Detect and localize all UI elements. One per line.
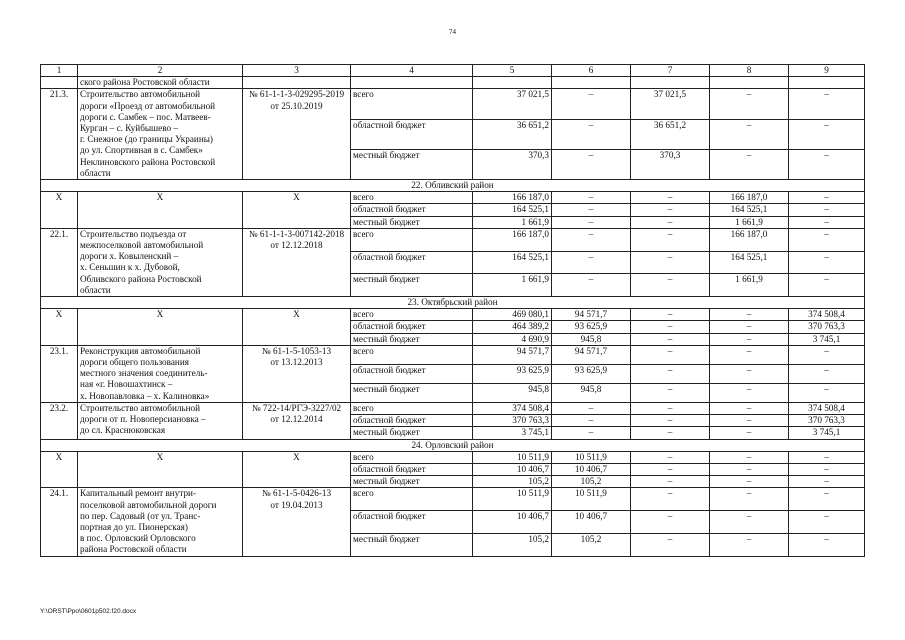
table-row [41,309,865,321]
funding-source: местный бюджет [351,216,473,228]
section-title: 22. Обливский район [41,180,865,192]
object-name-line: ная «г. Новошахтинск – [80,379,173,390]
object-name-line: х. Новопавловка – х. Калиновка» [80,390,210,401]
value-col8: – [710,383,789,402]
value-col7: – [631,321,710,333]
column-number: 2 [78,65,243,77]
value-col7: – [631,309,710,321]
value-total: 1 661,9 [473,274,552,297]
funding-source [351,77,473,89]
value-col6: – [552,119,631,149]
object-name [78,89,243,180]
funding-source: всего [351,488,473,511]
funding-source: областной бюджет [351,364,473,383]
value-col6: – [552,415,631,427]
object-name-line: Капитальный ремонт внутри- [80,488,197,499]
value-col9: 374 508,4 [789,309,865,321]
value-col7: – [631,216,710,228]
funding-source: всего [351,345,473,364]
value-col9 [789,77,865,89]
value-col8: – [710,345,789,364]
value-col8: 1 661,9 [710,216,789,228]
value-col8: – [710,533,789,556]
object-name-line: г. Снежное (до границы Украины) [80,134,213,145]
value-col6: 105,2 [552,533,631,556]
value-col6: 10 406,7 [552,463,631,475]
value-col7: 36 651,2 [631,119,710,149]
value-total: 370 763,3 [473,415,552,427]
value-col6: 10 406,7 [552,511,631,534]
document-ref-line: № 722-14/РГЭ-3227/02 [251,402,342,413]
object-name-line: области [80,284,111,295]
value-col6: – [552,204,631,216]
value-col8: – [710,364,789,383]
document-ref-line: Х [293,309,300,320]
value-col9: – [789,488,865,511]
value-col8: – [710,119,789,149]
funding-source: местный бюджет [351,476,473,488]
value-col8: – [710,149,789,179]
value-total: 164 525,1 [473,251,552,274]
column-number: 7 [631,65,710,77]
row-number: Х [41,309,78,346]
value-col7: – [631,274,710,297]
value-col6: 94 571,7 [552,345,631,364]
section-row [41,439,865,451]
table-row [41,488,865,511]
object-name [78,77,243,89]
value-total [473,77,552,89]
row-number: Х [41,192,78,229]
object-name-line: Х [156,309,164,320]
file-path-footer: Y:\ORST\Ppo\0601p502.f20.docx [40,608,137,615]
value-total: 10 406,7 [473,511,552,534]
value-col9: – [789,251,865,274]
object-name-line: Реконструкция автомобильной [80,345,201,356]
value-total: 37 021,5 [473,89,552,119]
object-name-line: района Ростовской области [80,544,187,555]
value-col6: – [552,427,631,439]
row-number: Х [41,451,78,488]
value-total: 10 511,9 [473,488,552,511]
funding-source: местный бюджет [351,333,473,345]
value-col6: 93 625,9 [552,321,631,333]
section-title: 24. Орловский район [41,439,865,451]
row-number: 22.1. [41,228,78,296]
row-number: 23.2. [41,402,78,439]
object-name-line: дороги от п. Новоперсиановка – [80,414,206,425]
object-name-line: Обливского района Ростовской [80,273,202,284]
column-number: 6 [552,65,631,77]
value-col6 [552,77,631,89]
column-number: 3 [243,65,351,77]
table-row [41,451,865,463]
value-total: 166 187,0 [473,228,552,251]
value-col8: – [710,321,789,333]
value-col9: – [789,192,865,204]
value-col6: – [552,228,631,251]
value-col7: – [631,364,710,383]
funding-source: местный бюджет [351,274,473,297]
table-row [41,77,865,89]
column-number-row [41,65,865,77]
value-col6: – [552,89,631,119]
row-number: 24.1. [41,488,78,556]
document-ref [243,488,351,556]
value-col7: – [631,463,710,475]
value-col7: – [631,333,710,345]
funding-source: местный бюджет [351,383,473,402]
object-name [78,345,243,402]
value-col7: – [631,345,710,364]
value-col6: 105,2 [552,476,631,488]
object-name-line: дороги х. Ковыленский – [80,251,179,262]
funding-source: местный бюджет [351,427,473,439]
value-col9: – [789,463,865,475]
document-ref-line: № 61-1-5-1053-13 [261,345,332,356]
value-col8: 164 525,1 [710,251,789,274]
value-total: 10 406,7 [473,463,552,475]
object-name [78,402,243,439]
funding-source: областной бюджет [351,204,473,216]
section-row [41,297,865,309]
section-title: 23. Октябрьский район [41,297,865,309]
funding-source: областной бюджет [351,321,473,333]
object-name-line: портная до ул. Пионерская) [80,521,188,532]
funding-source: всего [351,402,473,414]
funding-source: всего [351,89,473,119]
object-name-line: ского района Ростовской области [80,77,210,88]
value-col7: – [631,192,710,204]
value-col8: – [710,511,789,534]
object-name-line: Неклиновского района Ростовской [80,156,216,167]
value-total: 374 508,4 [473,402,552,414]
value-total: 164 525,1 [473,204,552,216]
table-row [41,192,865,204]
object-name-line: Строительство подъезда от [80,228,187,239]
document-ref [243,89,351,180]
page-number: 74 [449,28,456,36]
value-col6: – [552,149,631,179]
value-col9: 370 763,3 [789,415,865,427]
value-col6: – [552,251,631,274]
value-col9: – [789,149,865,179]
funding-source: местный бюджет [351,533,473,556]
section-row [41,180,865,192]
value-col6: – [552,274,631,297]
value-col9: 3 745,1 [789,427,865,439]
value-col8: 166 187,0 [710,228,789,251]
column-number: 8 [710,65,789,77]
object-name-line: в пос. Орловский Орловского [80,533,196,544]
object-name-line: до сл. Краснюковская [80,425,166,436]
value-col7: – [631,488,710,511]
document-ref-line: от 25.10.2019 [270,100,323,111]
value-total: 166 187,0 [473,192,552,204]
row-number [41,77,78,89]
value-total: 945,8 [473,383,552,402]
value-total: 3 745,1 [473,427,552,439]
document-ref-line: от 13.12.2013 [270,357,323,368]
value-col7: – [631,204,710,216]
object-name-line: дороги с. Самбек – пос. Матвеев- [80,111,211,122]
value-col7: – [631,451,710,463]
funding-source: областной бюджет [351,511,473,534]
value-total: 464 389,2 [473,321,552,333]
document-ref-line: от 12.12.2014 [270,414,323,425]
column-number: 5 [473,65,552,77]
value-col9: – [789,204,865,216]
value-col6: 10 511,9 [552,488,631,511]
funding-source: всего [351,309,473,321]
value-col7: – [631,427,710,439]
object-name-line: Курган – с. Куйбышево – [80,123,178,134]
object-name [78,451,243,488]
object-name-line: поселковой автомобильной дороги [80,499,217,510]
funding-source: областной бюджет [351,463,473,475]
value-col9: – [789,216,865,228]
value-col9: – [789,476,865,488]
value-total: 370,3 [473,149,552,179]
object-name [78,192,243,229]
value-col9: 370 763,3 [789,321,865,333]
value-col7: – [631,251,710,274]
value-col7: 370,3 [631,149,710,179]
value-col7: 37 021,5 [631,89,710,119]
document-ref-line: Х [293,451,300,462]
object-name [78,488,243,556]
object-name [78,228,243,296]
value-col9: – [789,533,865,556]
object-name-line: Х [156,192,164,203]
value-total: 94 571,7 [473,345,552,364]
object-name-line: местного значения соединитель- [80,368,208,379]
object-name-line: х. Сеньшин к х. Дубовой, [80,262,180,273]
value-col8: – [710,463,789,475]
value-col6: 94 571,7 [552,309,631,321]
document-ref-line: от 19.04.2013 [270,499,323,510]
row-number: 21.3. [41,89,78,180]
object-name-line: до ул. Спортивная в с. Самбек» [80,145,203,156]
value-total: 105,2 [473,476,552,488]
value-col7: – [631,415,710,427]
value-col7: – [631,228,710,251]
column-number: 1 [41,65,78,77]
funding-source: областной бюджет [351,251,473,274]
value-col9: – [789,274,865,297]
value-col9: – [789,364,865,383]
row-number: 23.1. [41,345,78,402]
value-col8: 166 187,0 [710,192,789,204]
object-name-line: Строительство автомобильной [80,89,201,100]
value-col8: – [710,309,789,321]
value-col9: – [789,119,865,149]
value-col8: – [710,427,789,439]
value-col6: – [552,192,631,204]
value-col8: – [710,451,789,463]
value-col6: 10 511,9 [552,451,631,463]
value-col7: – [631,533,710,556]
document-ref-line: № 61-1-5-0426-13 [261,488,332,499]
document-ref-line: № 61-1-1-3-007142-2018 [248,228,345,239]
value-col8: 1 661,9 [710,274,789,297]
value-col7 [631,77,710,89]
value-col9: – [789,383,865,402]
funding-source: местный бюджет [351,149,473,179]
document-ref [243,309,351,346]
value-col6: 945,8 [552,383,631,402]
table-row [41,228,865,251]
value-col8: – [710,488,789,511]
table-row [41,345,865,364]
document-ref-line: от 12.12.2018 [270,240,323,251]
document-ref-line: Х [293,192,300,203]
funding-source: всего [351,228,473,251]
value-total: 105,2 [473,533,552,556]
funding-source: всего [351,192,473,204]
value-col7: – [631,476,710,488]
document-ref-line: № 61-1-1-3-029295-2019 [248,89,345,100]
value-col8: – [710,402,789,414]
object-name-line: по пер. Садовый (от ул. Транс- [80,510,201,521]
value-total: 93 625,9 [473,364,552,383]
budget-table [40,64,865,557]
document-ref [243,228,351,296]
value-total: 1 661,9 [473,216,552,228]
document-ref [243,451,351,488]
column-number: 9 [789,65,865,77]
document-ref [243,345,351,402]
value-col6: 945,8 [552,333,631,345]
object-name [78,309,243,346]
value-col8 [710,77,789,89]
funding-source: всего [351,451,473,463]
object-name-line: Х [156,451,164,462]
value-total: 4 690,9 [473,333,552,345]
value-col9: 374 508,4 [789,402,865,414]
table-row [41,402,865,414]
object-name-line: дороги общего пользования [80,357,189,368]
value-col9: 3 745,1 [789,333,865,345]
object-name-line: межпоселковой автомобильной [80,240,204,251]
value-col9: – [789,228,865,251]
object-name-line: дороги «Проезд от автомобильной [80,100,216,111]
value-col8: 164 525,1 [710,204,789,216]
value-col7: – [631,511,710,534]
value-col6: – [552,402,631,414]
document-ref [243,402,351,439]
value-col6: 93 625,9 [552,364,631,383]
value-col8: – [710,89,789,119]
object-name-line: Строительство автомобильной [80,402,201,413]
funding-source: областной бюджет [351,415,473,427]
value-total: 36 651,2 [473,119,552,149]
value-col9: – [789,345,865,364]
value-col9: – [789,451,865,463]
value-col7: – [631,383,710,402]
value-col9: – [789,511,865,534]
value-col6: – [552,216,631,228]
document-ref [243,192,351,229]
value-col7: – [631,402,710,414]
value-col9: – [789,89,865,119]
funding-source: областной бюджет [351,119,473,149]
value-total: 10 511,9 [473,451,552,463]
value-col8: – [710,415,789,427]
value-col8: – [710,333,789,345]
object-name-line: области [80,167,111,178]
column-number: 4 [351,65,473,77]
document-ref [243,77,351,89]
value-total: 469 080,1 [473,309,552,321]
table-row [41,89,865,119]
value-col8: – [710,476,789,488]
